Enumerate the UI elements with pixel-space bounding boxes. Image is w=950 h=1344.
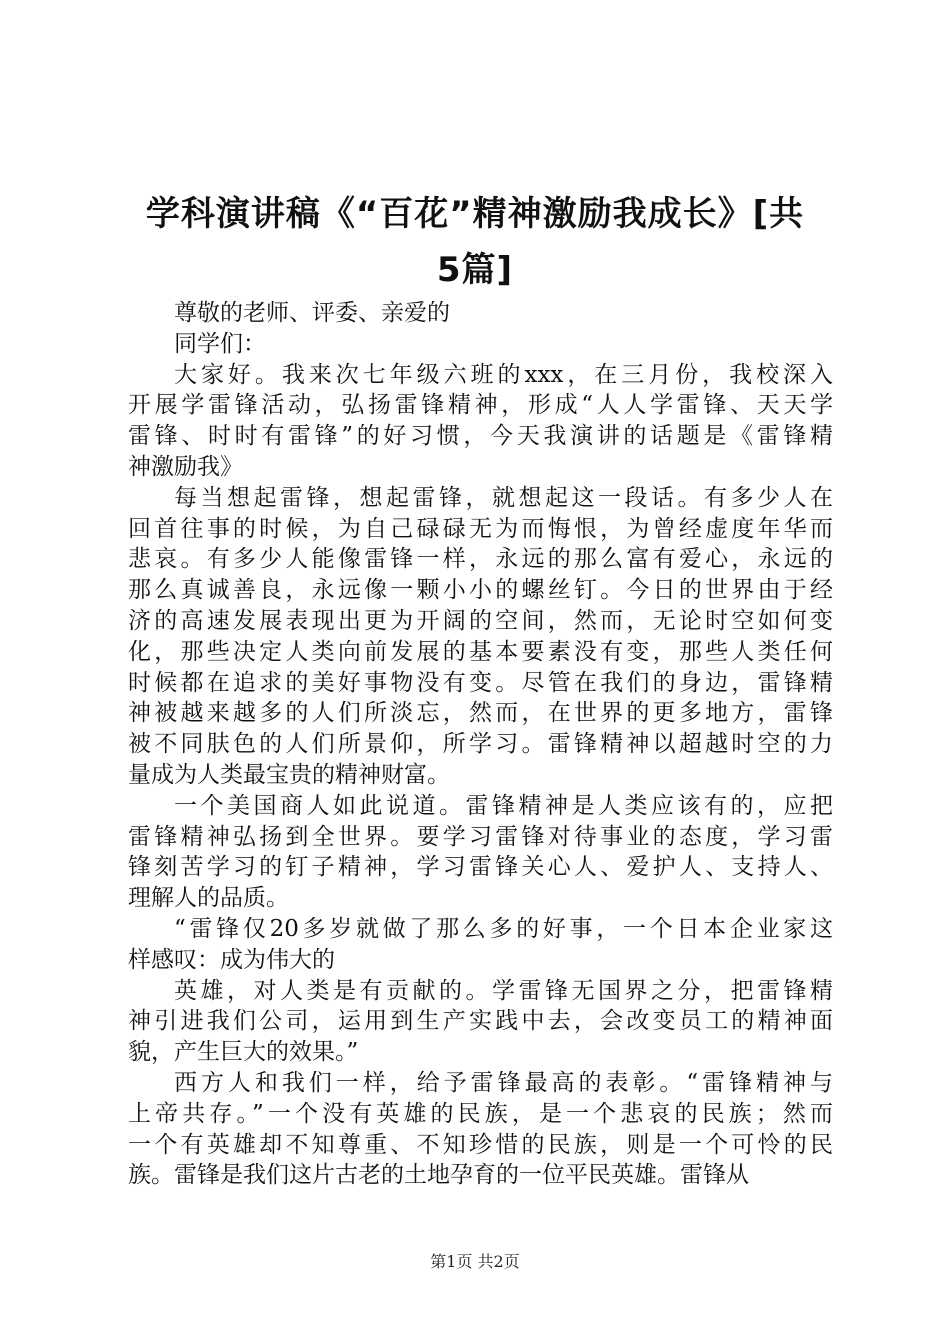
paragraph xyxy=(128,791,833,914)
text-line: 开展学雷锋活动，弘扬雷锋精神，形成“人人学雷锋、天天学 xyxy=(128,392,833,419)
paragraph xyxy=(128,914,833,976)
text-line: 被不同肤色的人们所景仰，所学习。雷锋精神以超越时空的力 xyxy=(128,731,833,758)
text-line: 济的高速发展表现出更为开阔的空间，然而，无论时空如何变 xyxy=(128,607,833,634)
title-line: 5篇] xyxy=(436,250,514,290)
page-footer: 第1页 共2页 xyxy=(430,1252,520,1271)
text-line: 族。雷锋是我们这片古老的土地孕育的一位平民英雄。雷锋从 xyxy=(128,1162,749,1189)
text-line: 雷锋、时时有雷锋”的好习惯，今天我演讲的话题是《雷锋精 xyxy=(128,423,833,450)
text-line: 神引进我们公司，运用到生产实践中去，会改变员工的精神面 xyxy=(128,1008,833,1035)
text-line: 西方人和我们一样，给予雷锋最高的表彰。“雷锋精神与 xyxy=(174,1069,833,1096)
paragraph xyxy=(128,298,833,329)
text-line: 那么真诚善良，永远像一颗小小的螺丝钉。今日的世界由于经 xyxy=(128,577,833,604)
text-line: 英雄，对人类是有贡献的。学雷锋无国界之分，把雷锋精 xyxy=(174,977,833,1004)
text-line: 悲哀。有多少人能像雷锋一样，永远的那么富有爱心，永远的 xyxy=(128,546,833,573)
document-body xyxy=(128,298,833,1191)
text-line: 量成为人类最宝贵的精神财富。 xyxy=(128,761,450,788)
paragraph xyxy=(128,360,833,483)
paragraph xyxy=(128,483,833,791)
text-line: 雷锋精神弘扬到全世界。要学习雷锋对待事业的态度，学习雷 xyxy=(128,823,833,850)
paragraph xyxy=(128,1068,833,1191)
text-line: 每当想起雷锋，想起雷锋，就想起这一段话。有多少人在 xyxy=(174,484,833,511)
text-line: 化，那些决定人类向前发展的基本要素没有变，那些人类任何 xyxy=(128,638,833,665)
text-line: 样感叹：成为伟大的 xyxy=(128,946,335,973)
title-line: 学科演讲稿《“百花”精神激励我成长》[共 xyxy=(145,194,805,234)
document-title xyxy=(120,186,830,298)
text-line: 一个有英雄却不知尊重、不知珍惜的民族，则是一个可怜的民 xyxy=(128,1131,833,1158)
text-line: 理解人的品质。 xyxy=(128,885,289,912)
text-line: 锋刻苦学习的钉子精神，学习雷锋关心人、爱护人、支持人、 xyxy=(128,854,833,881)
text-line: 大家好。我来次七年级六班的xxx，在三月份，我校深入 xyxy=(174,361,833,388)
text-line: 尊敬的老师、评委、亲爱的 xyxy=(174,300,450,326)
text-line: 同学们： xyxy=(174,330,266,357)
paragraph xyxy=(128,329,833,360)
text-line: 神被越来越多的人们所淡忘，然而，在世界的更多地方，雷锋 xyxy=(128,700,833,727)
text-line: 回首往事的时候，为自己碌碌无为而悔恨，为曾经虚度年华而 xyxy=(128,515,833,542)
text-line: 时候都在追求的美好事物没有变。尽管在我们的身边，雷锋精 xyxy=(128,669,833,696)
text-line: 神激励我》 xyxy=(128,453,243,480)
paragraph xyxy=(128,976,833,1068)
text-line: 貌，产生巨大的效果。” xyxy=(128,1039,359,1066)
text-line: “雷锋仅20多岁就做了那么多的好事，一个日本企业家这 xyxy=(174,915,833,942)
text-line: 上帝共存。”一个没有英雄的民族，是一个悲哀的民族；然而 xyxy=(128,1100,833,1127)
text-line: 一个美国商人如此说道。雷锋精神是人类应该有的，应把 xyxy=(174,792,833,819)
